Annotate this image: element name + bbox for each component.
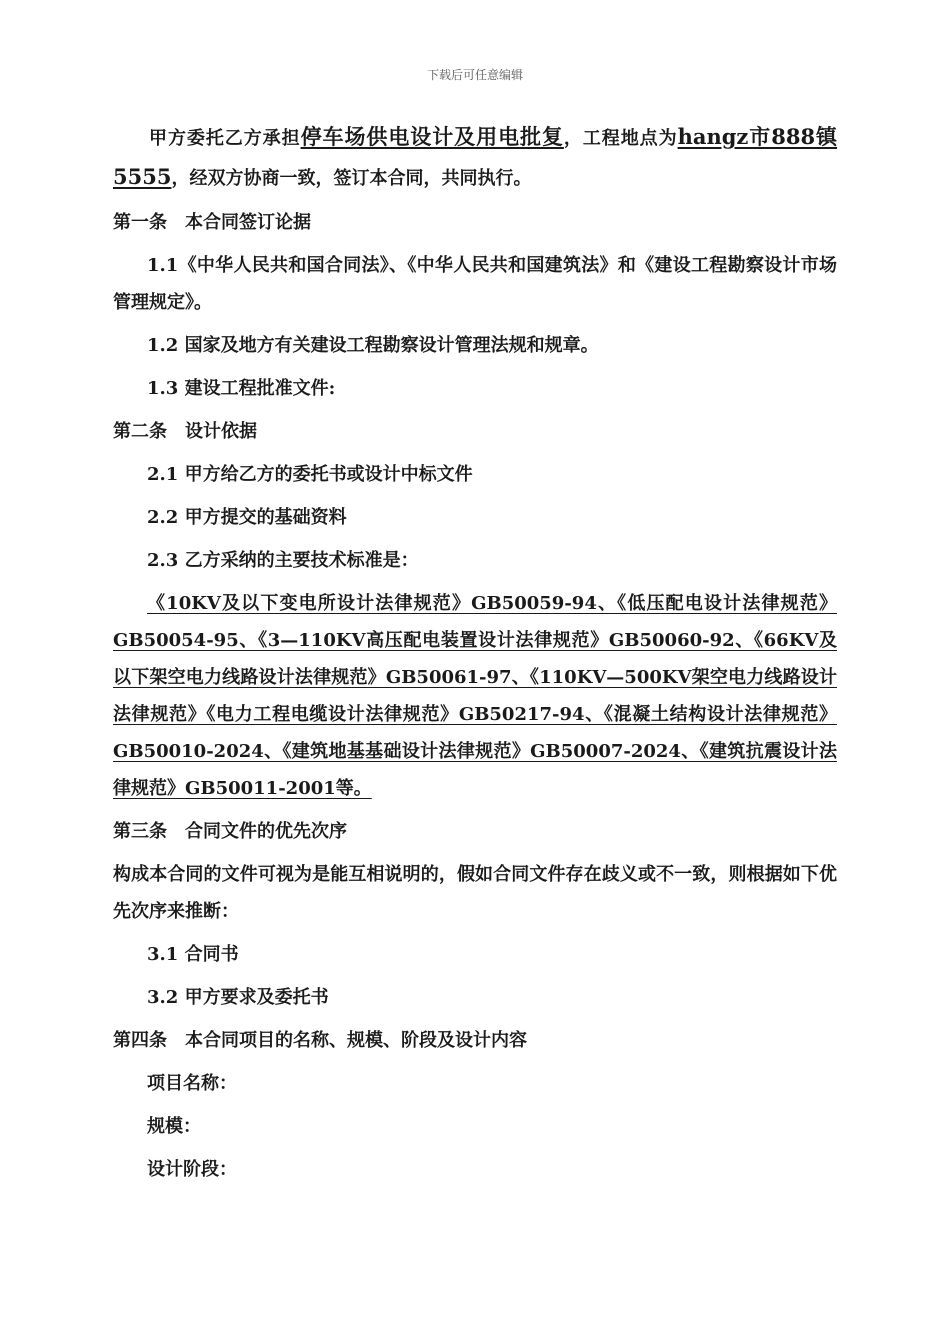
project-location: hangz市888镇5555 [113,124,838,189]
project-name: 停车场供电设计及用电批复 [300,124,564,149]
technical-standards-list: 《10KV及以下变电所设计法律规范》GB50059-94、《低压配电设计法律规范》GB50054-95、《3—110KV高压配电装置设计法律规范》GB50060-92、《66KV及以下架空电力线路设计法律规范》GB50061-97、《110KV—500KV架空电力线路设计法律规范》《电力工程电缆设计法律规范》GB50217-94、《混凝土结构设计法律规范》GB50010-2024、《建筑地基基础设计法律规范》GB50007-2024、《建筑抗震设计法律规范》GB50011-2001等。 [113,593,837,799]
intro-prefix: 甲方委托乙方承担 [149,128,301,149]
intro-suffix: ，经双方协商一致，签订本合同，共同执行。 [171,168,532,189]
article-3-body: 构成本合同的文件可视为是能互相说明的，假如合同文件存在歧义或不一致，则根据如下优先次序来推断： [113,864,837,922]
article-1-item-1: 1.1《中华人民共和国合同法》、《中华人民共和国建筑法》和《建设工程勘察设计市场管理规定》。 [113,255,837,313]
article-4-title: 第四条 本合同项目的名称、规模、阶段及设计内容 [113,1030,527,1051]
field-scale: 规模： [147,1116,201,1137]
intro-middle: ，工程地点为 [563,128,678,149]
article-1-item-2: 1.2 国家及地方有关建设工程勘察设计管理法规和规章。 [147,335,599,356]
article-3-item-1: 3.1 合同书 [147,944,239,965]
page-header-note: 下载后可任意编辑 [426,68,523,82]
field-design-stage: 设计阶段： [147,1159,237,1180]
article-1-item-3: 1.3 建设工程批准文件: [147,378,336,399]
field-project-name: 项目名称： [147,1073,237,1094]
article-2-item-3: 2.3 乙方采纳的主要技术标准是： [147,550,419,571]
contract-body [113,118,837,1188]
article-3-title: 第三条 合同文件的优先次序 [113,821,347,842]
intro-paragraph [113,118,837,198]
article-3-item-2: 3.2 甲方要求及委托书 [147,987,329,1008]
article-2-title: 第二条 设计依据 [113,421,257,442]
article-2-item-2: 2.2 甲方提交的基础资料 [147,507,347,528]
article-2-item-1: 2.1 甲方给乙方的委托书或设计中标文件 [147,464,473,485]
article-1-title: 第一条 本合同签订论据 [113,212,311,233]
